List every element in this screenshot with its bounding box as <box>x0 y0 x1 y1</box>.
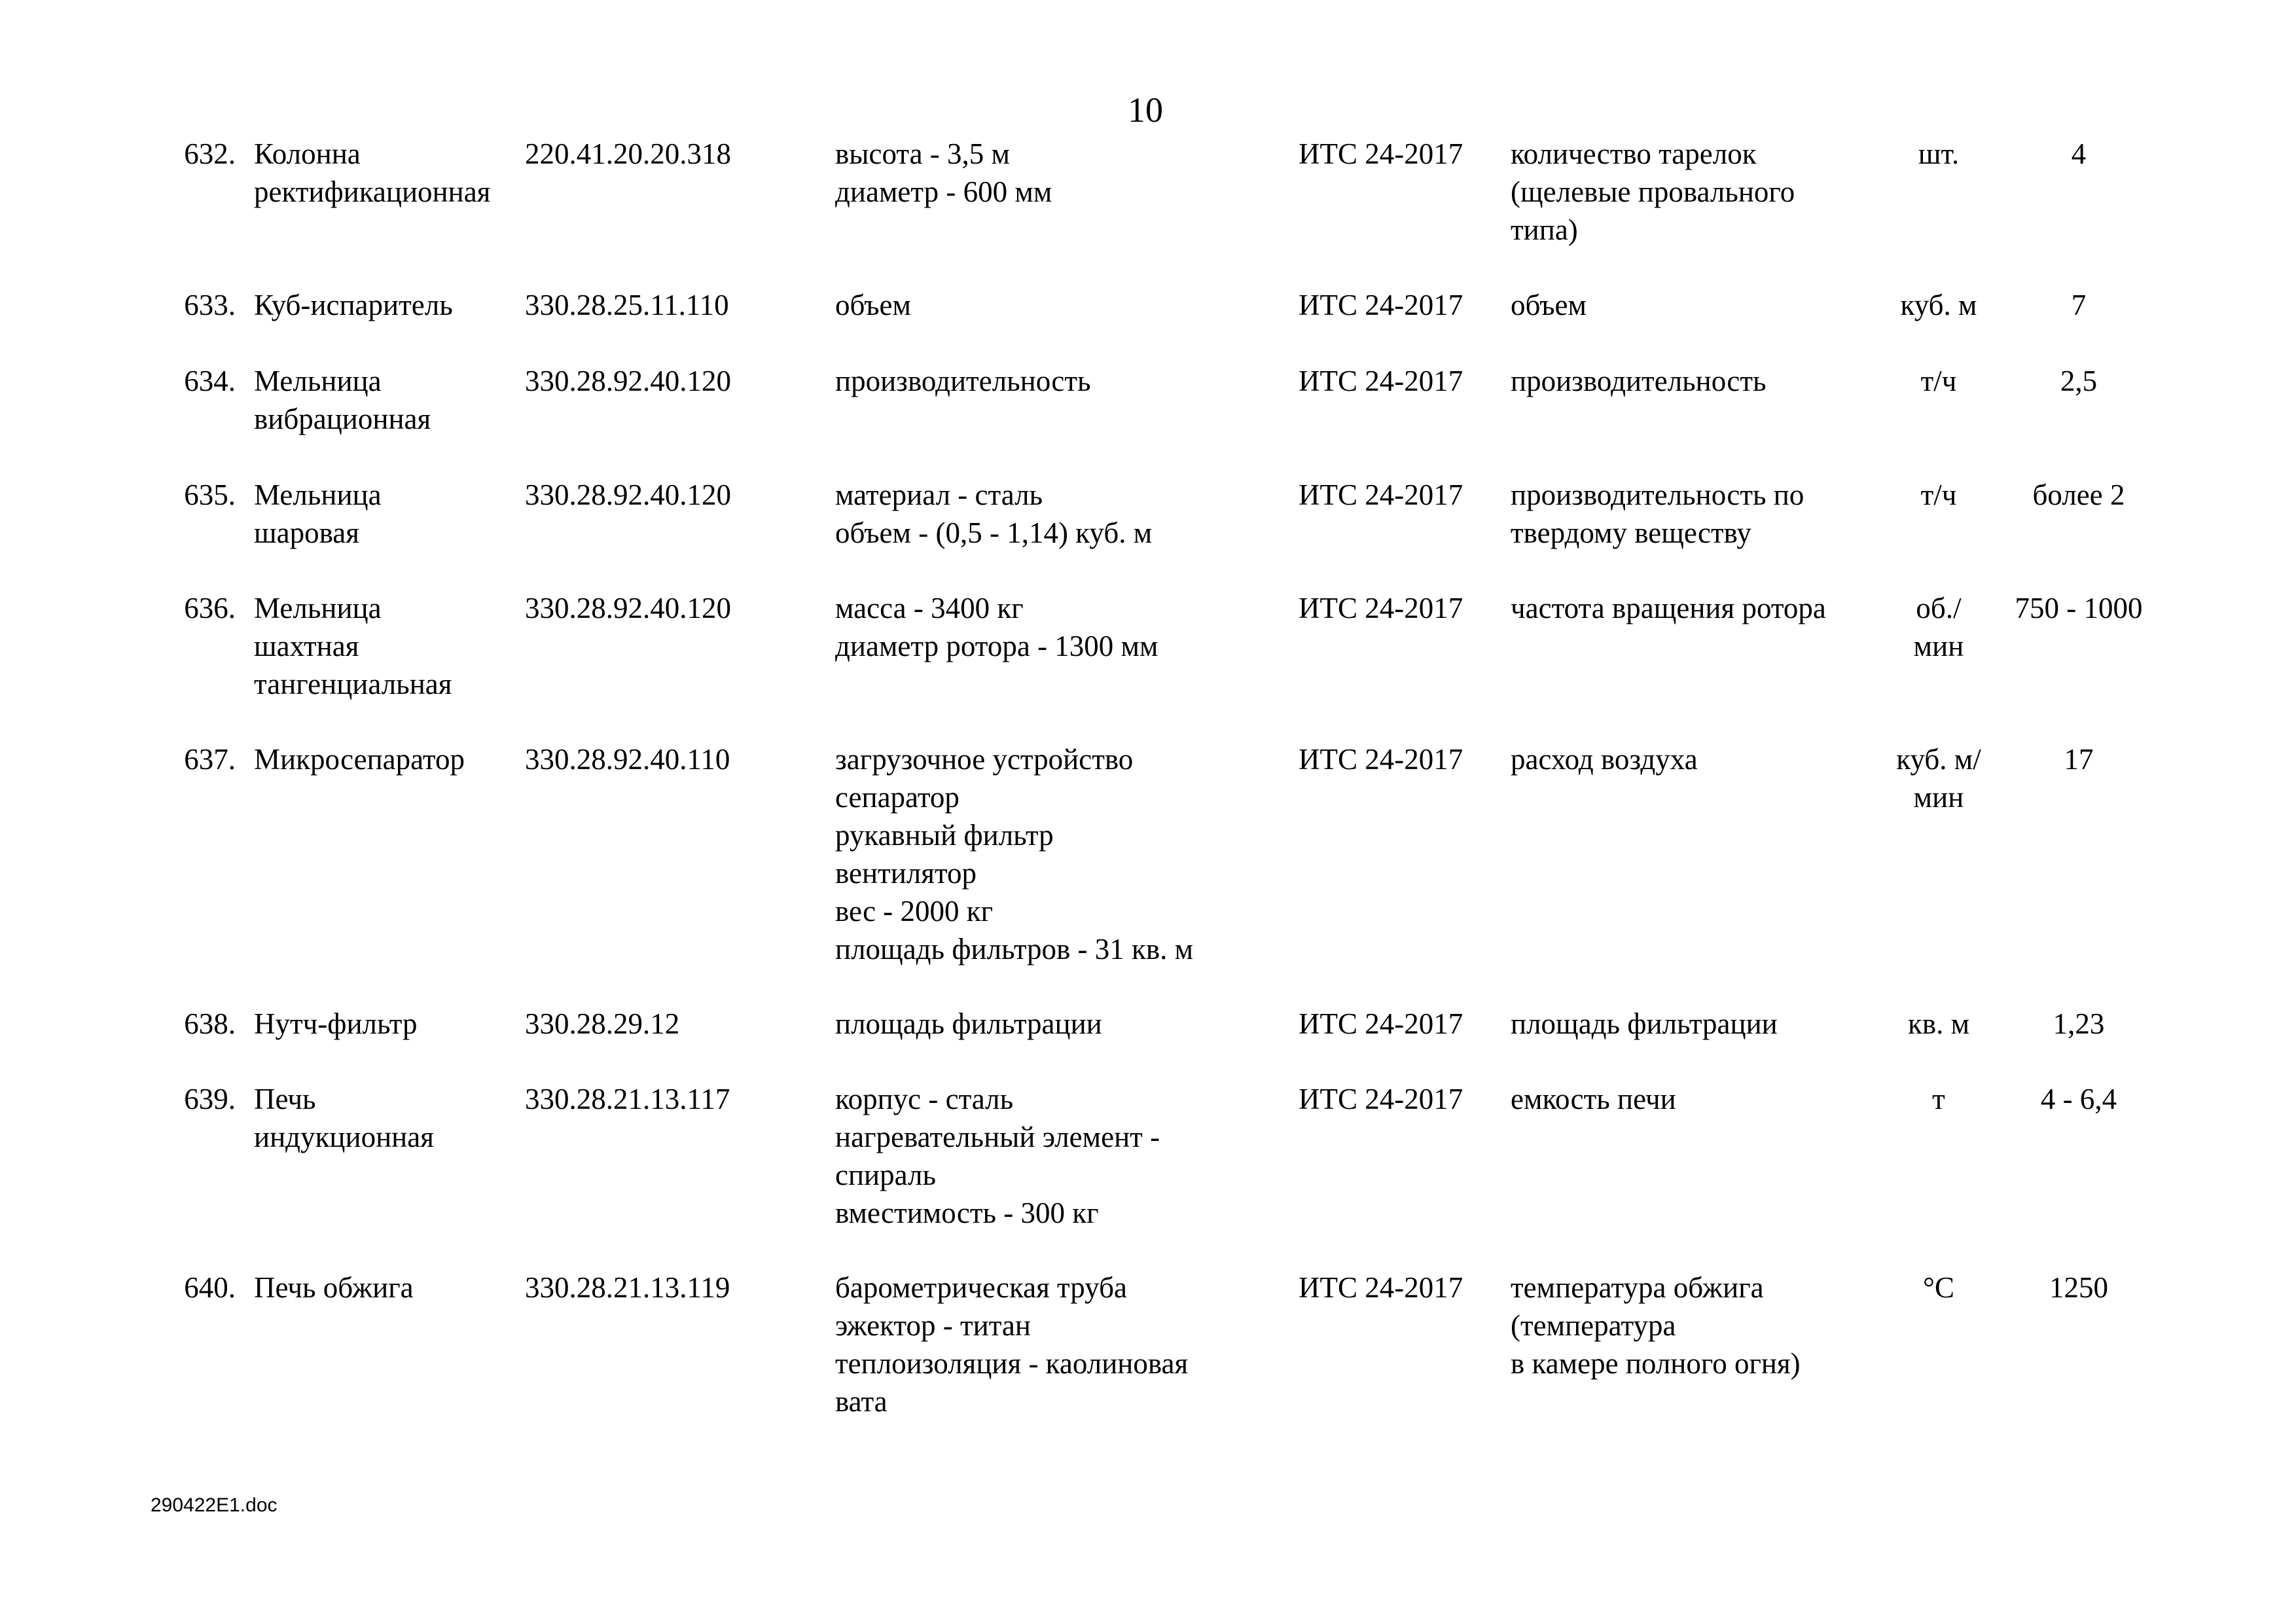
row-number: 640. <box>184 1271 236 1304</box>
equipment-name: Нутч-фильтр <box>254 1007 418 1040</box>
parameter: расход воздуха <box>1511 743 1698 776</box>
specification: масса - 3400 кг диаметр ротора - 1300 мм <box>835 592 1158 662</box>
specification: высота - 3,5 м диаметр - 600 мм <box>835 137 1052 208</box>
value: 17 <box>2064 743 2094 776</box>
okpd-code: 330.28.25.11.110 <box>525 289 729 321</box>
page-number: 10 <box>1128 90 1163 130</box>
row-number: 636. <box>184 592 236 624</box>
unit: °С <box>1922 1271 1954 1304</box>
equipment-name: Мельница шаровая <box>254 478 382 549</box>
value: 1,23 <box>2053 1007 2105 1040</box>
okpd-code: 330.28.21.13.117 <box>525 1083 730 1115</box>
value: 1250 <box>2049 1271 2108 1304</box>
okpd-code: 330.28.21.13.119 <box>525 1271 730 1304</box>
parameter: объем <box>1511 289 1587 321</box>
unit: т/ч <box>1920 478 1957 511</box>
parameter: емкость печи <box>1511 1083 1676 1115</box>
unit: куб. м <box>1900 289 1977 321</box>
specification: площадь фильтрации <box>835 1007 1102 1040</box>
its-reference: ИТС 24-2017 <box>1299 289 1463 321</box>
unit: куб. м/ мин <box>1896 743 1981 814</box>
equipment-name: Микросепаратор <box>254 743 465 776</box>
okpd-code: 220.41.20.20.318 <box>525 137 731 170</box>
its-reference: ИТС 24-2017 <box>1299 478 1463 511</box>
equipment-name: Мельница шахтная тангенциальная <box>254 592 452 700</box>
specification: объем <box>835 289 911 321</box>
row-number: 633. <box>184 289 236 321</box>
unit: т <box>1932 1083 1945 1115</box>
value: 750 - 1000 <box>2015 592 2143 624</box>
specification: производительность <box>835 365 1091 397</box>
specification: корпус - сталь нагревательный элемент - спираль вместимость - 300 кг <box>835 1083 1160 1229</box>
its-reference: ИТС 24-2017 <box>1299 1271 1463 1304</box>
row-number: 632. <box>184 137 236 170</box>
parameter: производительность <box>1511 365 1767 397</box>
parameter: температура обжига (температура в камере полного огня) <box>1511 1271 1801 1380</box>
its-reference: ИТС 24-2017 <box>1299 137 1463 170</box>
okpd-code: 330.28.92.40.110 <box>525 743 730 776</box>
parameter: производительность по твердому веществу <box>1511 478 1804 549</box>
value: 7 <box>2071 289 2087 321</box>
its-reference: ИТС 24-2017 <box>1299 1007 1463 1040</box>
parameter: площадь фильтрации <box>1511 1007 1778 1040</box>
equipment-name: Куб-испаритель <box>254 289 453 321</box>
value: 4 - 6,4 <box>2040 1083 2117 1115</box>
unit: шт. <box>1918 137 1960 170</box>
unit: кв. м <box>1907 1007 1970 1040</box>
okpd-code: 330.28.92.40.120 <box>525 365 731 397</box>
row-number: 639. <box>184 1083 236 1115</box>
its-reference: ИТС 24-2017 <box>1299 1083 1463 1115</box>
equipment-name: Печь обжига <box>254 1271 414 1304</box>
its-reference: ИТС 24-2017 <box>1299 743 1463 776</box>
equipment-name: Печь индукционная <box>254 1083 434 1153</box>
document-filename: 290422E1.doc <box>151 1494 278 1516</box>
its-reference: ИТС 24-2017 <box>1299 365 1463 397</box>
its-reference: ИТС 24-2017 <box>1299 592 1463 624</box>
unit: т/ч <box>1920 365 1957 397</box>
equipment-name: Колонна ректификационная <box>254 137 491 208</box>
okpd-code: 330.28.92.40.120 <box>525 592 731 624</box>
row-number: 638. <box>184 1007 236 1040</box>
value: более 2 <box>2032 478 2125 511</box>
equipment-name: Мельница вибрационная <box>254 365 431 435</box>
parameter: количество тарелок (щелевые провального типа) <box>1511 137 1795 246</box>
specification: материал - сталь объем - (0,5 - 1,14) куб. м <box>835 478 1153 549</box>
unit: об./ мин <box>1913 592 1964 662</box>
value: 4 <box>2071 137 2087 170</box>
parameter: частота вращения ротора <box>1511 592 1826 624</box>
specification: барометрическая труба эжектор - титан теплоизоляция - каолиновая вата <box>835 1271 1189 1418</box>
okpd-code: 330.28.29.12 <box>525 1007 680 1040</box>
row-number: 634. <box>184 365 236 397</box>
specification: загрузочное устройство сепаратор рукавный фильтр вентилятор вес - 2000 кг площадь фильтров - 31 кв. м <box>835 743 1194 965</box>
okpd-code: 330.28.92.40.120 <box>525 478 731 511</box>
row-number: 635. <box>184 478 236 511</box>
value: 2,5 <box>2060 365 2098 397</box>
row-number: 637. <box>184 743 236 776</box>
